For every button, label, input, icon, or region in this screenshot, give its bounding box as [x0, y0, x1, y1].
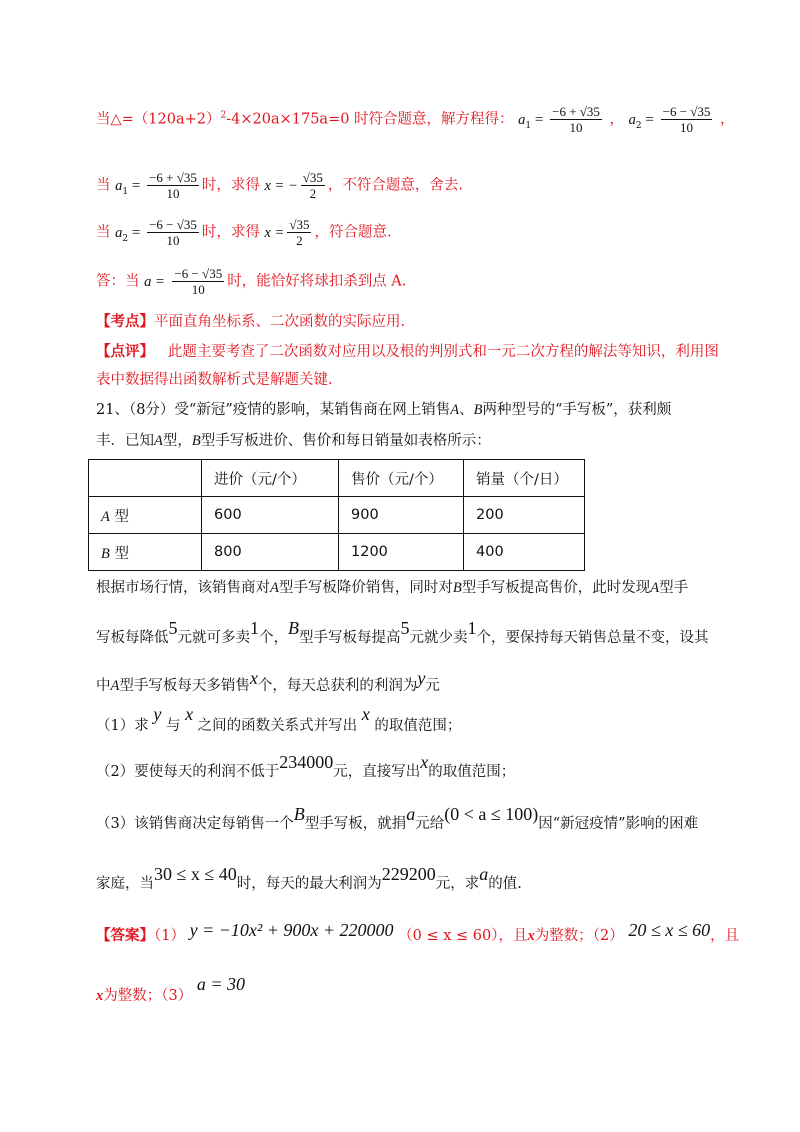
table-header-cell — [89, 460, 202, 497]
num-1: 1 — [467, 618, 477, 638]
var-x: x — [96, 988, 104, 1004]
var-A: A — [154, 433, 163, 449]
case2-x-denominator: 2 — [296, 233, 303, 248]
q21-intro-2b: 型， — [162, 433, 192, 449]
q21-sub3-line-2 — [96, 864, 522, 894]
table-row-label — [89, 497, 202, 534]
case2-prefix: 当 — [96, 224, 111, 241]
a-range: (0 < a ≤ 100) — [444, 804, 539, 824]
row-type-suffix: 型 — [109, 545, 129, 562]
s3a: （3）该销售商决定每销售一个 — [96, 816, 294, 832]
var-y: y — [153, 704, 162, 724]
s3d: 因“新冠疫情”影响的困难 — [538, 816, 699, 832]
q21-para-line-2 — [96, 618, 709, 648]
table-cell: 1200 — [339, 534, 464, 571]
case2-var: a — [115, 224, 123, 241]
p2c: 个， — [259, 630, 288, 646]
s4c: 元，求 — [435, 876, 480, 892]
p3a: 中 — [96, 678, 111, 694]
var-x: x — [249, 668, 258, 688]
p1c: 型手写板提高售价，此时发现 — [461, 580, 651, 596]
x-range: 30 ≤ x ≤ 40 — [154, 864, 237, 884]
row-type-var: B — [101, 545, 110, 562]
s4d: 的值. — [488, 876, 522, 892]
q21-intro-2a: 丰．已知 — [96, 433, 154, 449]
case1-xvar: x = − — [264, 177, 298, 194]
pricing-table — [88, 459, 585, 571]
case1-var: a — [115, 177, 123, 194]
s2b: 元，直接写出 — [333, 764, 421, 780]
a2-label: a — [628, 111, 636, 128]
kaodian-tag: 【考点】 — [96, 313, 154, 330]
var-B: B — [191, 433, 201, 449]
s3c: 元给 — [415, 816, 445, 832]
answer-var: a = — [144, 273, 165, 290]
num-1: 1 — [250, 618, 259, 638]
separator: ， — [609, 111, 625, 128]
table-row — [89, 534, 585, 571]
kaodian-line — [96, 312, 405, 332]
p1b: 型手写板降价销售，同时对 — [278, 580, 453, 596]
p3c: 个，每天总获利的利润为 — [257, 678, 418, 694]
case1-prefix: 当 — [96, 177, 111, 194]
s2c: 的取值范围； — [428, 764, 516, 780]
delta-equation-line: 当$\triangle=(120a+2)^2-4\times 20a\times 175a=0$ 时符合题意，解方程得： $a_1$ = $\frac{-6 + √35}{10}$ ， $a_2$ = $\frac{-6 - √35}{10}$ ， — [96, 104, 735, 135]
q21-intro-1b: 两种型号的“手写板”，获利颇 — [482, 402, 672, 418]
p3d: 元 — [425, 678, 440, 694]
row-type-var: A — [101, 508, 110, 525]
table-header-cell: 售价（元/个） — [339, 460, 464, 497]
p2f: 个，要保持每天销售总量不变，设其 — [476, 630, 709, 646]
case2-mid: 时，求得 — [201, 224, 260, 241]
case1-denominator: 10 — [166, 186, 180, 201]
p2a: 写板每降低 — [96, 630, 169, 646]
table-header-cell: 进价（元/个） — [202, 460, 339, 497]
table-row — [89, 497, 585, 534]
case1-fraction — [147, 170, 199, 201]
case1-x-denominator: 2 — [309, 186, 317, 201]
table-cell: 600 — [202, 497, 339, 534]
case1-mid: 时，求得 — [201, 177, 260, 194]
var-a: a — [479, 864, 489, 884]
answer-text-1: ，且 — [498, 928, 528, 944]
table-header-cell: 销量（个/日） — [464, 460, 585, 497]
a1-numerator: −6 + √35 — [552, 104, 600, 119]
a1-fraction — [550, 104, 602, 135]
q21-para-line-3 — [96, 668, 440, 696]
q21-sub3-line — [96, 804, 699, 834]
answer-text-4: 为整数；（3） — [103, 988, 193, 1004]
var-y: y — [417, 668, 426, 688]
p2d: 型手写板每提高 — [299, 630, 401, 646]
answer-denominator: 10 — [191, 282, 205, 297]
end-comma: ， — [720, 111, 735, 128]
case1-numerator: −6 + √35 — [149, 170, 197, 185]
s1d: 的取值范围； — [374, 718, 462, 734]
var-x: x — [527, 928, 535, 944]
p2b: 元就可多卖 — [177, 630, 250, 646]
var-A: A — [110, 678, 120, 694]
s2a: （2）要使每天的利润不低于 — [96, 764, 280, 780]
case1-sub: 1 — [122, 186, 129, 197]
answer-text-2: 为整数；（2） — [534, 928, 624, 944]
q21-intro-1: 21、（8分）受“新冠”疫情的影响，某销售商在网上销售 — [96, 402, 451, 418]
s4b: 时，每天的最大利润为 — [236, 876, 382, 892]
case1-x-fraction — [301, 170, 325, 201]
num-5: 5 — [400, 618, 410, 638]
q21-sep: 、 — [459, 402, 474, 418]
answer-post: 时，能恰好将球扣杀到点 A. — [227, 273, 407, 290]
table-header-row — [89, 460, 585, 497]
p1d: 型手 — [659, 580, 689, 596]
final-answer-line-1 — [96, 920, 740, 946]
answer-prefix: 答：当 — [96, 273, 140, 290]
a2-numerator: −6 − √35 — [662, 104, 711, 119]
answer-formula-1: y = −10x² + 900x + 220000 — [189, 920, 394, 940]
s1a: （1）求 — [96, 718, 149, 734]
q21-intro-line-1 — [96, 400, 671, 420]
profit-234000: 234000 — [279, 752, 334, 772]
table-cell: 400 — [464, 534, 585, 571]
table-cell: 200 — [464, 497, 585, 534]
s3b: 型手写板，就捐 — [304, 816, 407, 832]
case2-line: 当 $a_2$ = $\frac{-6 - √35}{10}$ 时，求得 x = $\frac{√35}{2}$ ，符合题意. — [96, 217, 392, 248]
case2-xvar: x = — [264, 224, 285, 241]
a1-label: a — [518, 111, 526, 128]
answer-fraction — [172, 266, 224, 297]
case1-x-numerator: √35 — [302, 170, 323, 185]
delta-text: 当△=（120a+2） — [96, 111, 221, 128]
p2e: 元就少卖 — [409, 630, 468, 646]
num-5: 5 — [168, 618, 178, 638]
case2-post: ，符合题意. — [314, 224, 392, 241]
case2-denominator: 10 — [166, 233, 180, 248]
answer-range-1: （0 ≤ x ≤ 60） — [398, 928, 499, 944]
answer-text-3: ，且 — [710, 928, 740, 944]
answer-formula-3: a = 30 — [196, 974, 245, 994]
q21-sub2-line — [96, 752, 516, 782]
case2-x-fraction — [287, 217, 311, 248]
a1-denominator: 10 — [569, 120, 583, 135]
kaodian-text: 平面直角坐标系、二次函数的实际应用. — [154, 314, 406, 330]
q21-intro-2c: 型手写板进价、售价和每日销量如表格所示： — [200, 433, 491, 449]
table-cell: 800 — [202, 534, 339, 571]
answer-part1-label: （1） — [154, 928, 185, 944]
p1a: 根据市场行情，该销售商对 — [96, 580, 270, 596]
var-x: x — [420, 752, 429, 772]
a2-fraction — [661, 104, 713, 135]
a2-subscript: 2 — [635, 120, 642, 131]
q21-sub1-line — [96, 704, 462, 736]
var-A: A — [450, 402, 460, 418]
var-x: x — [361, 704, 370, 724]
answer-formula-2: 20 ≤ x ≤ 60 — [628, 920, 711, 940]
var-B: B — [288, 618, 299, 638]
row-type-suffix: 型 — [109, 508, 129, 525]
answer-numerator: −6 − √35 — [174, 266, 223, 281]
var-A: A — [650, 580, 660, 596]
q21-para-line-1 — [96, 578, 688, 598]
delta-text-post: -4×20a×175a=0 时符合题意，解方程得： — [226, 111, 514, 128]
s1c: 之间的函数关系式并写出 — [197, 718, 358, 734]
dianping-line-2 — [96, 370, 333, 390]
final-answer-line-2 — [96, 974, 245, 1006]
p3b: 型手写板每天多销售 — [119, 678, 250, 694]
s1b: 与 — [165, 718, 181, 734]
var-A: A — [270, 580, 279, 596]
table-row-label — [89, 534, 202, 571]
var-B: B — [293, 804, 305, 824]
answer-conclusion-line — [96, 266, 406, 297]
s4a: 家庭，当 — [96, 876, 154, 892]
var-a: a — [406, 804, 416, 824]
case2-fraction — [147, 217, 199, 248]
profit-229200: 229200 — [381, 864, 436, 884]
delta-exponent: 2 — [220, 110, 227, 121]
q21-intro-line-2 — [96, 431, 491, 451]
case2-numerator: −6 − √35 — [149, 217, 197, 232]
a2-denominator: 10 — [680, 120, 694, 135]
var-B: B — [473, 402, 483, 418]
answer-tag: 【答案】 — [96, 927, 154, 944]
dianping-line-1 — [96, 342, 719, 362]
var-x: x — [185, 704, 194, 724]
case1-line: 当 $a_1$ = $\frac{-6 + √35}{10}$ 时，求得 x = − $\frac{√35}{2}$ ，不符合题意，舍去. — [96, 170, 463, 201]
var-B: B — [452, 580, 462, 596]
a1-subscript: 1 — [525, 120, 532, 131]
case2-sub: 2 — [122, 233, 129, 244]
dianping-text-1: 此题主要考查了二次函数对应用以及根的判别式和一元二次方程的解法等知识，利用图 — [167, 344, 719, 360]
case1-post: ，不符合题意，舍去. — [327, 177, 463, 194]
dianping-tag: 【点评】 — [96, 343, 154, 360]
case2-x-numerator: √35 — [289, 217, 310, 232]
dianping-text-2: 表中数据得出函数解析式是解题关键. — [96, 372, 333, 388]
table-cell: 900 — [339, 497, 464, 534]
